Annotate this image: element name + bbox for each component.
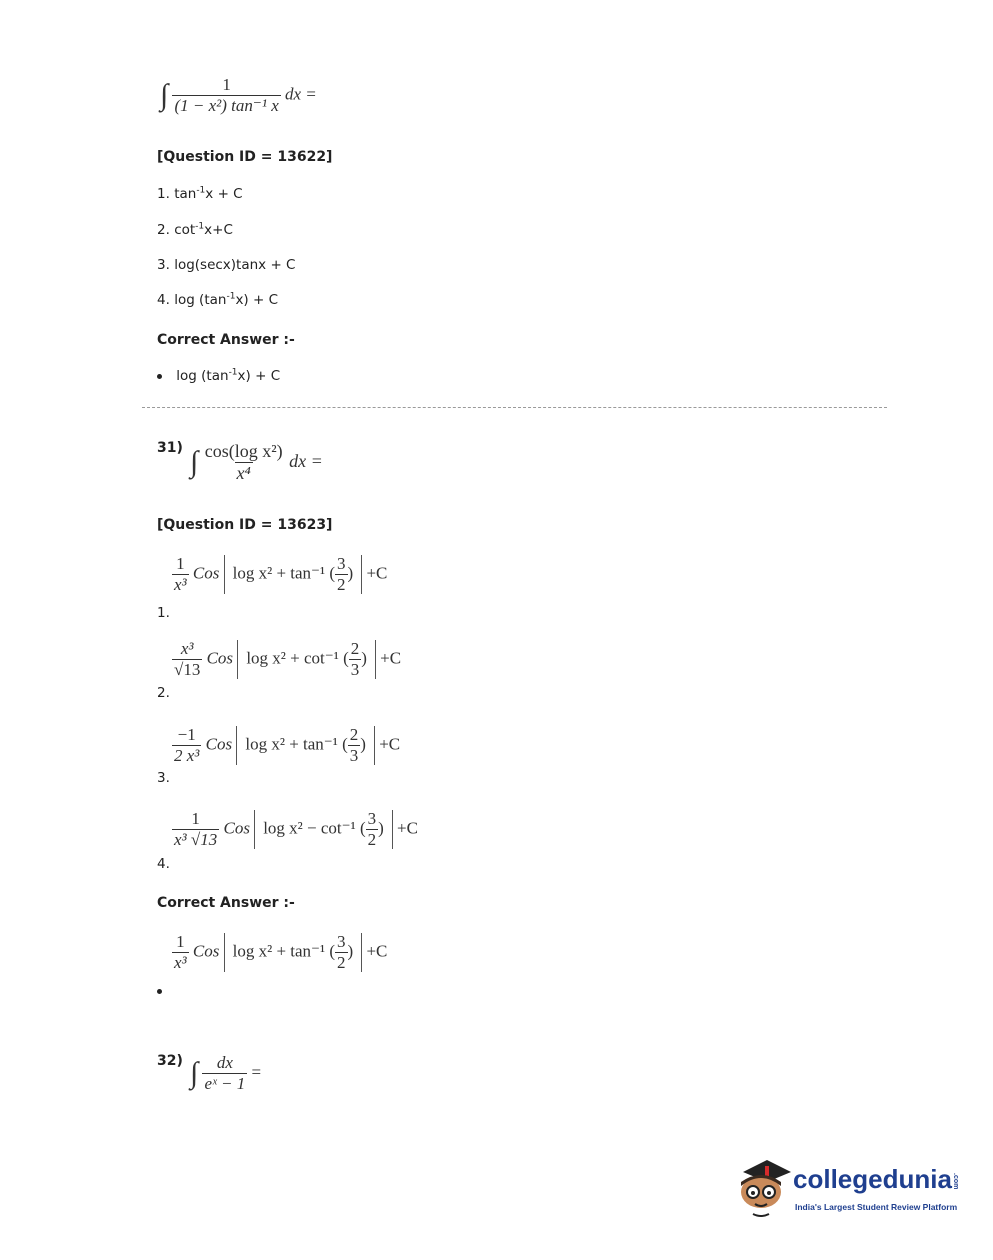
option-4: 4. $\log (\tan^{-1}x) + C$ (157, 291, 279, 308)
bracket: log x² − cot⁻¹ ( $\frac{3}{2}$ ) (254, 810, 393, 849)
bracket: log x² + tan⁻¹ ( $\frac{3}{2}$ ) (224, 933, 363, 972)
question-number: 32) (157, 1053, 183, 1069)
option-3-formula: $\frac{-1}{\text{2 x³}}$ Cos log x² + tan⁻¹ ( $\frac{2}{3}$ ) +C (174, 725, 401, 765)
option-4-number: 4. (157, 856, 170, 872)
integral-denominator: x⁴ (236, 462, 251, 483)
option-2: 2. $\cot^{-1}x+C$ (157, 221, 233, 238)
prev-integral (160, 76, 317, 115)
bracket: log x² + tan⁻¹ ( $\frac{2}{3}$ ) (236, 726, 375, 765)
integral-numerator: cos(log x²) (204, 441, 283, 461)
integral-fraction (203, 442, 285, 483)
collegedunia-logo[interactable] (735, 1152, 965, 1224)
question-number: 31) (157, 440, 183, 456)
option-3: 3. log(secx)tanx + C (157, 257, 296, 273)
integral-tail: dx = (285, 84, 317, 104)
integral-fraction (202, 1054, 247, 1093)
integral-tail: = (251, 1062, 262, 1082)
integral-denominator: (1 − x²) tan⁻¹ x (174, 95, 279, 115)
logo-brand: collegedunia.com (793, 1164, 959, 1194)
bullet-icon (157, 374, 162, 379)
option-2-number: 2. (157, 685, 170, 701)
option-2-formula: $\frac{\text{x³}}{√13}$ Cos log x² + cot⁻¹ ( $\frac{2}{3}$ ) +C (174, 639, 402, 679)
integral-fraction (172, 76, 280, 115)
correct-answer-formula: $\frac{1}{\text{x³}}$ Cos log x² + tan⁻¹ ( $\frac{3}{2}$ ) +C (174, 932, 388, 972)
q32-integral (190, 1054, 261, 1093)
question-id: [Question ID = 13622] (157, 149, 333, 165)
integral-tail: dx = (289, 450, 323, 471)
integral-numerator: 1 (222, 75, 231, 94)
mascot-icon (735, 1152, 795, 1220)
option-1: 1. $\tan^{-1}x + C$ (157, 185, 243, 202)
bracket: log x² + cot⁻¹ ( $\frac{2}{3}$ ) (237, 640, 376, 679)
question-id: [Question ID = 13623] (157, 517, 333, 533)
bracket: log x² + tan⁻¹ ( $\frac{3}{2}$ ) (224, 555, 363, 594)
integral-sign: ∫ (190, 445, 199, 479)
option-3-number: 3. (157, 770, 170, 786)
option-4-formula: $\frac{1}{\text{x³ √13}}$ Cos log x² − cot⁻¹ ( $\frac{3}{2}$ ) +C (174, 809, 418, 849)
question-divider (142, 407, 887, 408)
correct-answer-label: Correct Answer :- (157, 332, 295, 348)
integral-sign: ∫ (160, 78, 169, 112)
option-1-formula: $\frac{1}{\text{x³}}$ Cos log x² + tan⁻¹ ( $\frac{3}{2}$ ) +C (174, 554, 388, 594)
option-1-number: 1. (157, 605, 170, 621)
integral-denominator: eˣ − 1 (204, 1073, 246, 1093)
logo-tagline: India's Largest Student Review Platform (795, 1202, 958, 1212)
integral-sign: ∫ (190, 1056, 199, 1090)
integral-numerator: dx (216, 1053, 233, 1072)
bullet-icon (157, 989, 162, 994)
correct-answer-label: Correct Answer :- (157, 895, 295, 911)
q31-integral (190, 442, 323, 483)
correct-answer: $\log (\tan^{-1}x) + C$ (157, 368, 280, 384)
